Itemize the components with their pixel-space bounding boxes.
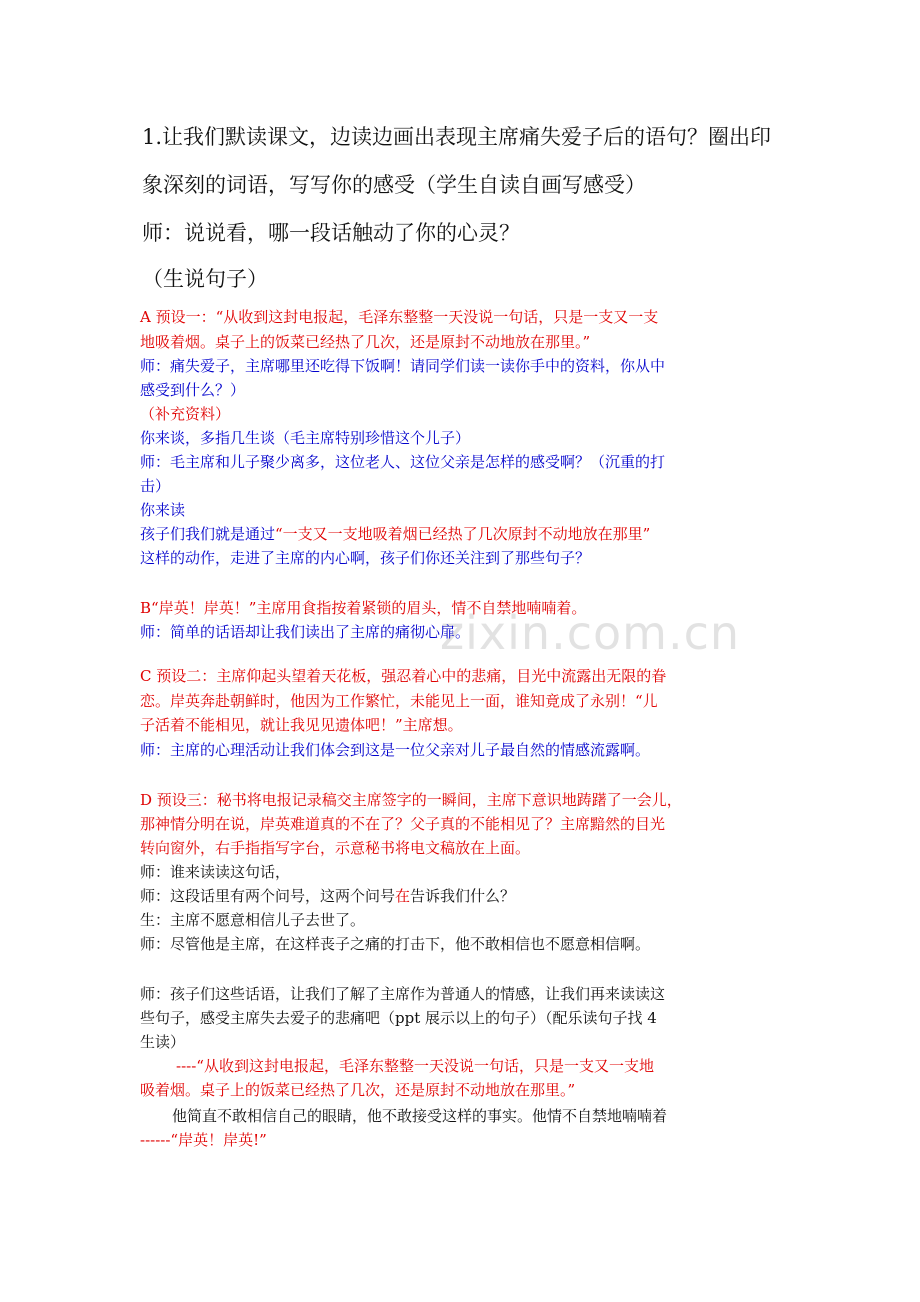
teacher-b: 师：简单的话语却让我们读出了主席的痛彻心扉。 [140, 623, 471, 641]
preset-c-line-3: 子活着不能相见，就让我见见遗体吧！”主席想。 [140, 716, 463, 734]
narration-line-1: 他简直不敢相信自己的眼睛，他不敢接受这样的事实。他情不自禁地喃喃着 [172, 1107, 668, 1125]
teacher-d1: 师：谁来读读这句话， [140, 863, 291, 881]
closing-line-2: 些句子，感受主席失去爱子的悲痛吧（ppt 展示以上的句子）（配乐读句子找 4 [140, 1009, 657, 1027]
teacher-question: 师：说说看，哪一段话触动了你的心灵？ [142, 221, 520, 245]
teacher-d3: 师：尽管他是主席，在这样丧子之痛的打击下，他不敢相信也不愿意相信啊。 [140, 935, 651, 953]
closing-line-3: 生读） [140, 1033, 186, 1051]
student-say: （生说句子） [142, 267, 268, 291]
preset-a-line-2: 地吸着烟。桌子上的饭菜已经热了几次，还是原封不动地放在那里。” [140, 333, 591, 351]
student-d1: 生：主席不愿意相信儿子去世了。 [140, 911, 366, 929]
kids-quote: “一支又一支地吸着烟已经热了几次原封不动地放在那里” [275, 525, 651, 543]
teacher-d2 [140, 886, 515, 906]
teacher-a1-line-1: 师：痛失爱子，主席哪里还吃得下饭啊！请同学们读一读你手中的资料，你从中 [140, 357, 666, 375]
preset-c-line-1: C 预设二：主席仰起头望着天花板，强忍着心中的悲痛，目光中流露出无限的眷 [140, 667, 667, 685]
teacher-d2-post: 告诉我们什么？ [410, 887, 516, 905]
question-1-line-1: 1.让我们默读课文，边读边画出表现主席痛失爱子后的语句？圈出印 [142, 125, 772, 149]
preset-a-line-1: A 预设一：“从收到这封电报起，毛泽东整整一天没说一句话，只是一支又一支 [140, 308, 659, 326]
preset-b-line-1 [140, 598, 586, 618]
teacher-a1-line-2: 感受到什么？） [140, 381, 246, 399]
kids-line-1 [140, 524, 650, 544]
kids-prefix: 孩子们我们就是通过 [140, 525, 276, 543]
you-read: 你来读 [140, 501, 186, 519]
closing-quote-line-1: ----“从收到这封电报起，毛泽东整整一天没说一句话，只是一支又一支地 [176, 1057, 654, 1075]
teacher-a2-line-1: 师：毛主席和儿子聚少离多，这位老人、这位父亲是怎样的感受啊？（沉重的打 [140, 453, 666, 471]
teacher-d2-red: 在 [395, 887, 411, 905]
question-1-line-2: 象深刻的词语，写写你的感受（学生自读自画写感受） [142, 173, 646, 197]
teacher-a2-line-2: 击） [140, 477, 171, 495]
supplement-note: （补充资料） [140, 405, 231, 423]
closing-quote-line-2: 吸着烟。桌子上的饭菜已经热了几次，还是原封不动地放在那里。” [140, 1081, 576, 1099]
preset-b-label: B [140, 599, 152, 617]
you-talk: 你来谈，多指几生谈（毛主席特别珍惜这个儿子） [140, 429, 471, 447]
closing-line-1: 师：孩子们这些话语，让我们了解了主席作为普通人的情感，让我们再来读读这 [140, 985, 666, 1003]
preset-b-text: “岸英！岸英！”主席用食指按着紧锁的眉头，情不自禁地喃喃着。 [151, 599, 587, 617]
watermark: zixin.com.cn [440, 606, 741, 660]
preset-d-line-2: 那神情分明在说，岸英难道真的不在了？父子真的不能相见了？主席黯然的目光 [140, 815, 666, 833]
teacher-d2-pre: 师：这段话里有两个问号，这两个问号 [140, 887, 396, 905]
preset-d-line-1: D 预设三：秘书将电报记录稿交主席签字的一瞬间，主席下意识地踌躇了一会儿， [140, 791, 682, 809]
teacher-c: 师：主席的心理活动让我们体会到这是一位父亲对儿子最自然的情感流露啊。 [140, 741, 651, 759]
preset-d-line-3: 转向窗外，右手指指写字台，示意秘书将电文稿放在上面。 [140, 839, 531, 857]
kids-line-2: 这样的动作，走进了主席的内心啊，孩子们你还关注到了那些句子？ [140, 549, 591, 567]
narration-line-2: ------“岸英！岸英!” [140, 1131, 267, 1149]
preset-c-line-2: 恋。岸英奔赴朝鲜时，他因为工作繁忙，未能见上一面，谁知竟成了永别！“儿 [140, 692, 658, 710]
